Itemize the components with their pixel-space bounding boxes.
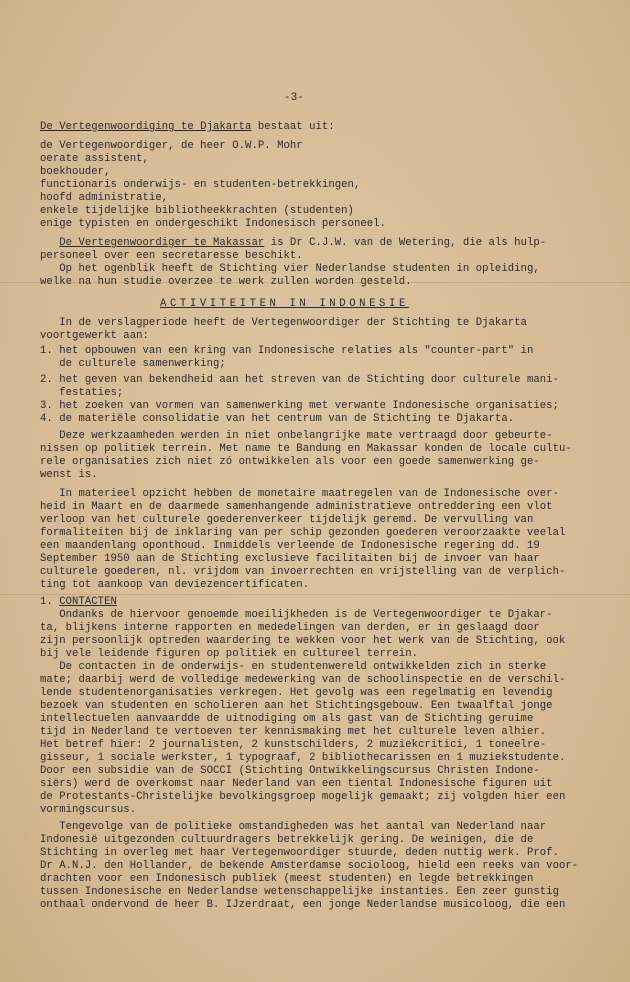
contacten-line: De contacten in de onderwijs- en studentenwereld ontwikkelden zich in sterke: [40, 661, 547, 673]
contacten-line: Ondanks de hiervoor genoemde moeilijkheden is de Vertegenwoordiger te Djakar-: [40, 609, 553, 621]
contacten-line: gisseur, 1 sociale werkster, 1 typograaf, 2 bibliothecarissen en 1 muziekstudente.: [40, 752, 566, 764]
contacten-line: bij vele leidende figuren op politiek en cultureel terrein.: [40, 648, 419, 660]
contacten-line: bezoek van studenten en scholieren aan het Stichtingsgebouw. Een twaalftal jonge: [40, 700, 553, 712]
contacten-heading: 1. CONTACTEN: [40, 596, 117, 608]
contacten-line: vormingscursus.: [40, 804, 137, 816]
contacten-line: lende studentenorganisaties verkregen. Het gevolg was een regelmatig en levendig: [40, 687, 553, 699]
contacten-line: de Protestants-Christelijke bevolkingsgroep mogelijk gemaakt; zij volgden hier een: [40, 791, 566, 803]
task-line: 4. de materiële consolidatie van het centrum van de Stichting te Djakarta.: [40, 413, 515, 425]
contacten-line: tussen Indonesische en Nederlandse wetenschappelijke instanties. Een zeer gunstig: [40, 886, 559, 898]
paper-fold-line: [0, 594, 630, 595]
contacten-line: ta, blijkens interne rapporten en mededelingen van derden, er in geslaagd door: [40, 622, 540, 634]
materieel-line: In materieel opzicht hebben de monetaire maatregelen van de Indonesische over-: [40, 488, 559, 500]
task-line: 1. het opbouwen van een kring van Indonesische relaties als "counter-part" in: [40, 345, 534, 357]
contacten-line: intellectuelen aanvaardde de uitnodiging om als gast van de Stichting geruime: [40, 713, 534, 725]
werkzaamheden-line: Deze werkzaamheden werden in niet onbelangrijke mate vertraagd door gebeurte-: [40, 430, 553, 442]
staff-line: oerate assistent,: [40, 153, 149, 165]
makassar-line: De Vertegenwoordiger te Makassar is Dr C.J.W. van de Wetering, die als hulp-: [59, 237, 547, 249]
staff-line: functionaris onderwijs- en studenten-betrekkingen,: [40, 179, 361, 191]
contacten-line: onthaal ondervond de heer B. IJzerdraat, een jonge Nederlandse musicoloog, die een: [40, 899, 566, 911]
materieel-line: ting tot aankoop van deviezencertificaten.: [40, 579, 310, 591]
werkzaamheden-line: wenst is.: [40, 469, 98, 481]
contacten-line: Dr A.N.J. den Hollander, de bekende Amsterdamse socioloog, hield een reeks van voor-: [40, 860, 579, 872]
contacten-line: Door een subsidie van de SOCCI (Stichting Ontwikkelingscursus Christen Indone-: [40, 765, 540, 777]
task-line: 3. het zoeken van vormen van samenwerking met verwante Indonesische organisaties;: [40, 400, 559, 412]
materieel-line: September 1950 aan de Stichting exclusieve facilitaiten bij de invoer van haar: [40, 553, 540, 565]
task-line: de culturele samenwerking;: [40, 358, 226, 370]
contacten-line: Tengevolge van de politieke omstandigheden was het aantal van Nederland naar: [40, 821, 547, 833]
staff-line: hoofd administratie,: [40, 192, 169, 204]
contacten-line: zijn persoonlijk optreden waardering te wekken voor het werk van de Stichting, ook: [40, 635, 566, 647]
task-line: 2. het geven van bekendheid aan het streven van de Stichting door culturele mani-: [40, 374, 559, 386]
staff-line: enkele tijdelijke bibliotheekkrachten (studenten): [40, 205, 354, 217]
werkzaamheden-line: nissen op politiek terrein. Met name te Bandung en Makassar konden de locale cultu-: [40, 443, 572, 455]
task-line: festaties;: [40, 387, 124, 399]
staff-line: de Vertegenwoordiger, de heer O.W.P. Mohr: [40, 140, 303, 152]
staff-line: boekhouder,: [40, 166, 111, 178]
contacten-line: mate; daarbij werd de volledige medewerking van de schoolinspectie en de verschil-: [40, 674, 566, 686]
makassar-line: welke na hun studie overzee te werk zullen worden gesteld.: [40, 276, 412, 288]
section-heading: ACTIVITEITEN IN INDONESIE: [160, 298, 409, 310]
contacten-line: drachten voor een Indonesisch publiek (meest studenten) en legde betrekkingen: [40, 873, 534, 885]
materieel-line: heid in Maart en de daarmede samenhangende administratieve ontreddering een vlot: [40, 501, 553, 513]
contacten-line: siërs) werd de overkomst naar Nederland van een tiental Indonesische figuren uit: [40, 778, 553, 790]
contacten-line: tijd in Nederland te vertoeven ter kennismaking met het culturele leven alhier.: [40, 726, 547, 738]
werkzaamheden-line: rele organisaties zich niet zó ontwikkelen als voor een goede samenwerking ge-: [40, 456, 540, 468]
makassar-line: personeel over een secretaresse beschikt.: [40, 250, 303, 262]
staff-line: enige typisten en ondergeschikt Indonesisch personeel.: [40, 218, 386, 230]
contacten-line: Stichting in overleg met haar Vertegenwoordiger stuurde, deden nuttig werk. Prof.: [40, 847, 559, 859]
materieel-line: een maandenlang oponthoud. Inmiddels verleende de Indonesische regering dd. 19: [40, 540, 540, 552]
materieel-line: formaliteiten bij de inklaring van per schip gezonden goederen veroorzaakte veelal: [40, 527, 566, 539]
contacten-line: Het betref hier: 2 journalisten, 2 kunstschilders, 2 muziekcritici, 1 toneelre-: [40, 739, 547, 751]
materieel-line: verloop van het culturele goederenverkeer tijdelijk geremd. De vervulling van: [40, 514, 534, 526]
contacten-line: Indonesië uitgezonden cultuurdragers betrekkelijk gering. De weinigen, die de: [40, 834, 534, 846]
intro-line: voortgewerkt aan:: [40, 330, 149, 342]
makassar-line: Op het ogenblik heeft de Stichting vier Nederlandse studenten in opleiding,: [40, 263, 540, 275]
intro-line: In de verslagperiode heeft de Vertegenwoordiger der Stichting te Djakarta: [40, 317, 527, 329]
djakarta-lead: De Vertegenwoordiging te Djakarta: [40, 121, 252, 133]
contacten-title: CONTACTEN: [59, 596, 117, 608]
materieel-line: culturele goederen, nl. vrijdom van invoerrechten en vrijstelling van de verplich-: [40, 566, 566, 578]
vertegenwoordiging-djakarta-heading: De Vertegenwoordiging te Djakarta bestaat uit:: [40, 121, 335, 133]
page-number: -3-: [284, 92, 304, 104]
makassar-lead: De Vertegenwoordiger te Makassar: [59, 237, 265, 249]
